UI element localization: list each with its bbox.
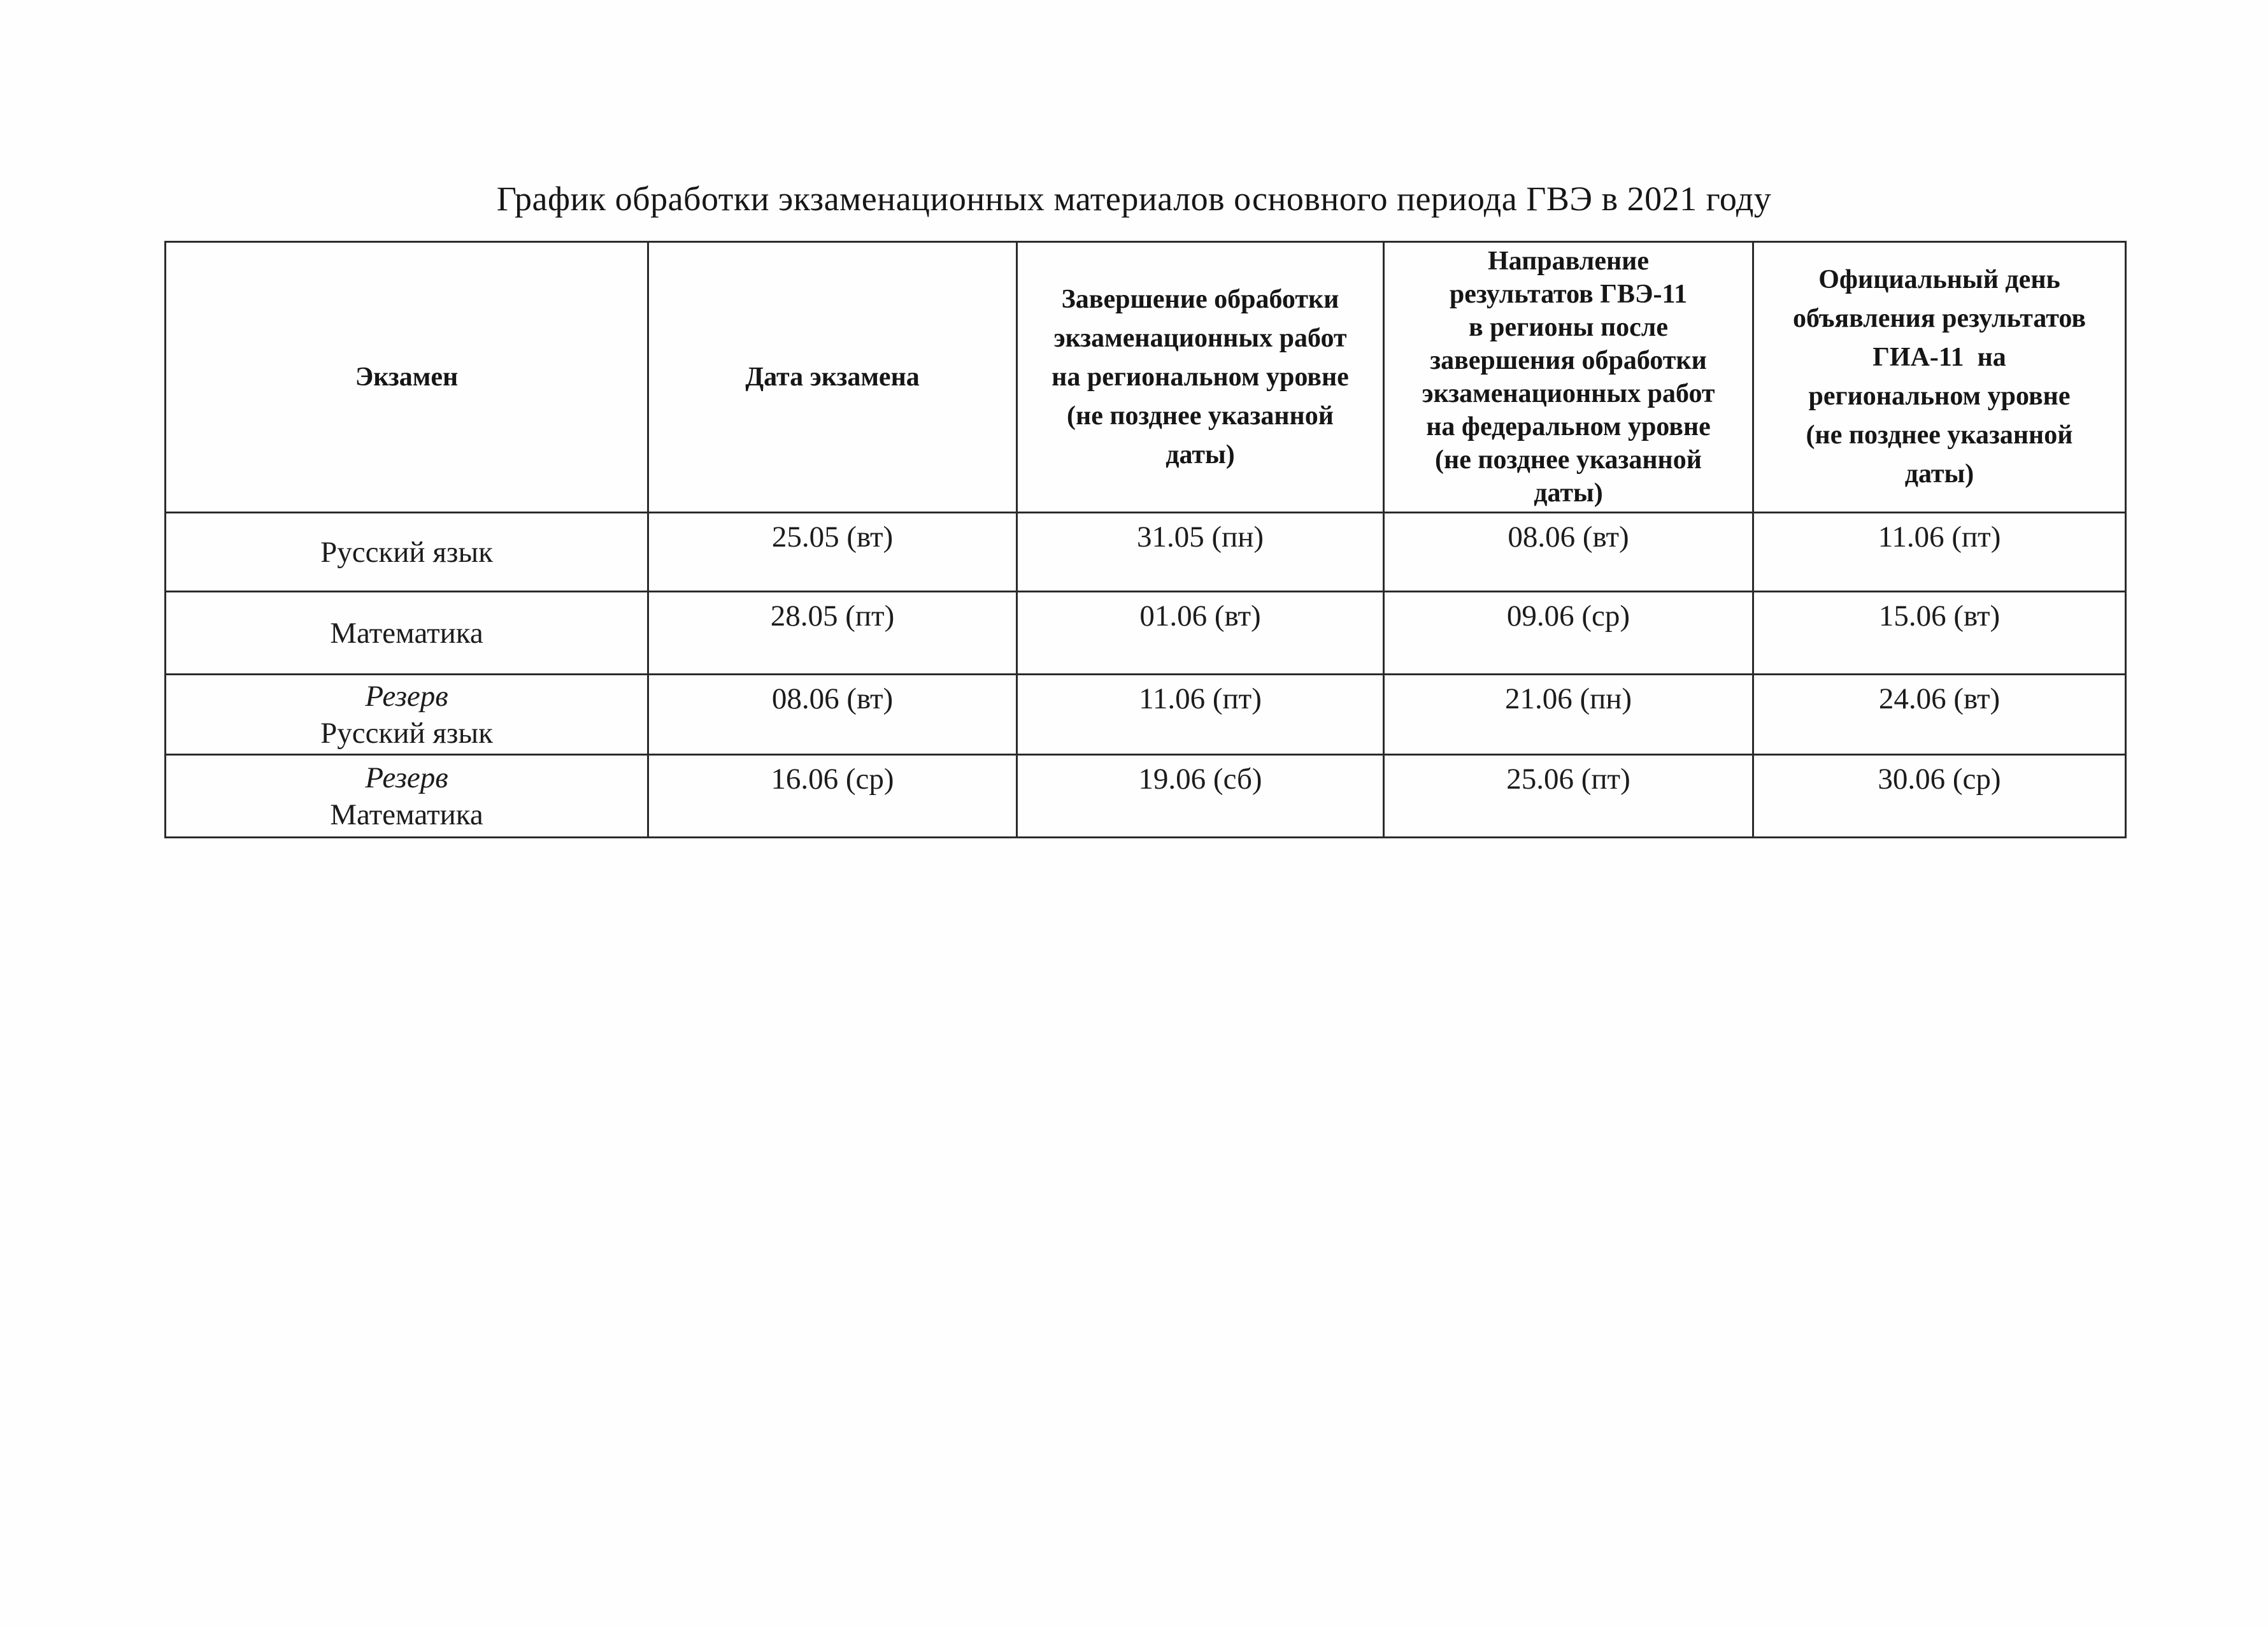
exam-name: Русский язык [320,535,493,569]
regional-processing-deadline-cell: 11.06 (пт) [1017,675,1384,755]
table-header [166,242,2126,513]
table-row-reserve-russian [166,675,2126,755]
results-to-regions-deadline-cell: 08.06 (вт) [1384,513,1753,592]
reserve-label: Резерв [365,679,448,713]
exam-date-cell: 28.05 (пт) [648,592,1017,675]
results-to-regions-deadline-cell: 21.06 (пн) [1384,675,1753,755]
reserve-label: Резерв [365,761,448,794]
exam-date-cell: 16.06 (ср) [648,755,1017,838]
exam-date-cell: 08.06 (вт) [648,675,1017,755]
column-header-official-announcement-day: Официальный день объявления результатов ГИА-11 на региональном уровне (не позднее указанной даты) [1753,242,2126,513]
official-announcement-day-cell: 24.06 (вт) [1753,675,2126,755]
table-row-mathematics [166,592,2126,675]
table-row-reserve-mathematics [166,755,2126,838]
results-to-regions-deadline-cell: 09.06 (ср) [1384,592,1753,675]
exam-cell [166,513,648,592]
results-to-regions-deadline-cell: 25.06 (пт) [1384,755,1753,838]
column-header-exam-date: Дата экзамена [648,242,1017,513]
official-announcement-day-cell: 30.06 (ср) [1753,755,2126,838]
exam-name: Математика [330,616,483,650]
exam-name: Математика [330,798,483,831]
exam-date-cell: 25.05 (вт) [648,513,1017,592]
regional-processing-deadline-cell: 31.05 (пн) [1017,513,1384,592]
document-title: График обработки экзаменационных материалов основного периода ГВЭ в 2021 году [496,180,1772,218]
regional-processing-deadline-cell: 01.06 (вт) [1017,592,1384,675]
exam-processing-schedule-table [164,241,2127,838]
header-row [166,242,2126,513]
exam-cell [166,755,648,838]
official-announcement-day-cell: 15.06 (вт) [1753,592,2126,675]
table-row-russian [166,513,2126,592]
table-body [166,513,2126,838]
column-header-regional-processing-deadline: Завершение обработки экзаменационных работ на региональном уровне (не позднее указанной даты) [1017,242,1384,513]
column-header-exam: Экзамен [166,242,648,513]
exam-cell [166,675,648,755]
exam-name: Русский язык [320,716,493,750]
column-header-results-to-regions-deadline: Направление результатов ГВЭ-11 в регионы после завершения обработки экзаменационных работ на федеральном уровне (не позднее указанной даты) [1384,242,1753,513]
official-announcement-day-cell: 11.06 (пт) [1753,513,2126,592]
exam-cell [166,592,648,675]
regional-processing-deadline-cell: 19.06 (сб) [1017,755,1384,838]
